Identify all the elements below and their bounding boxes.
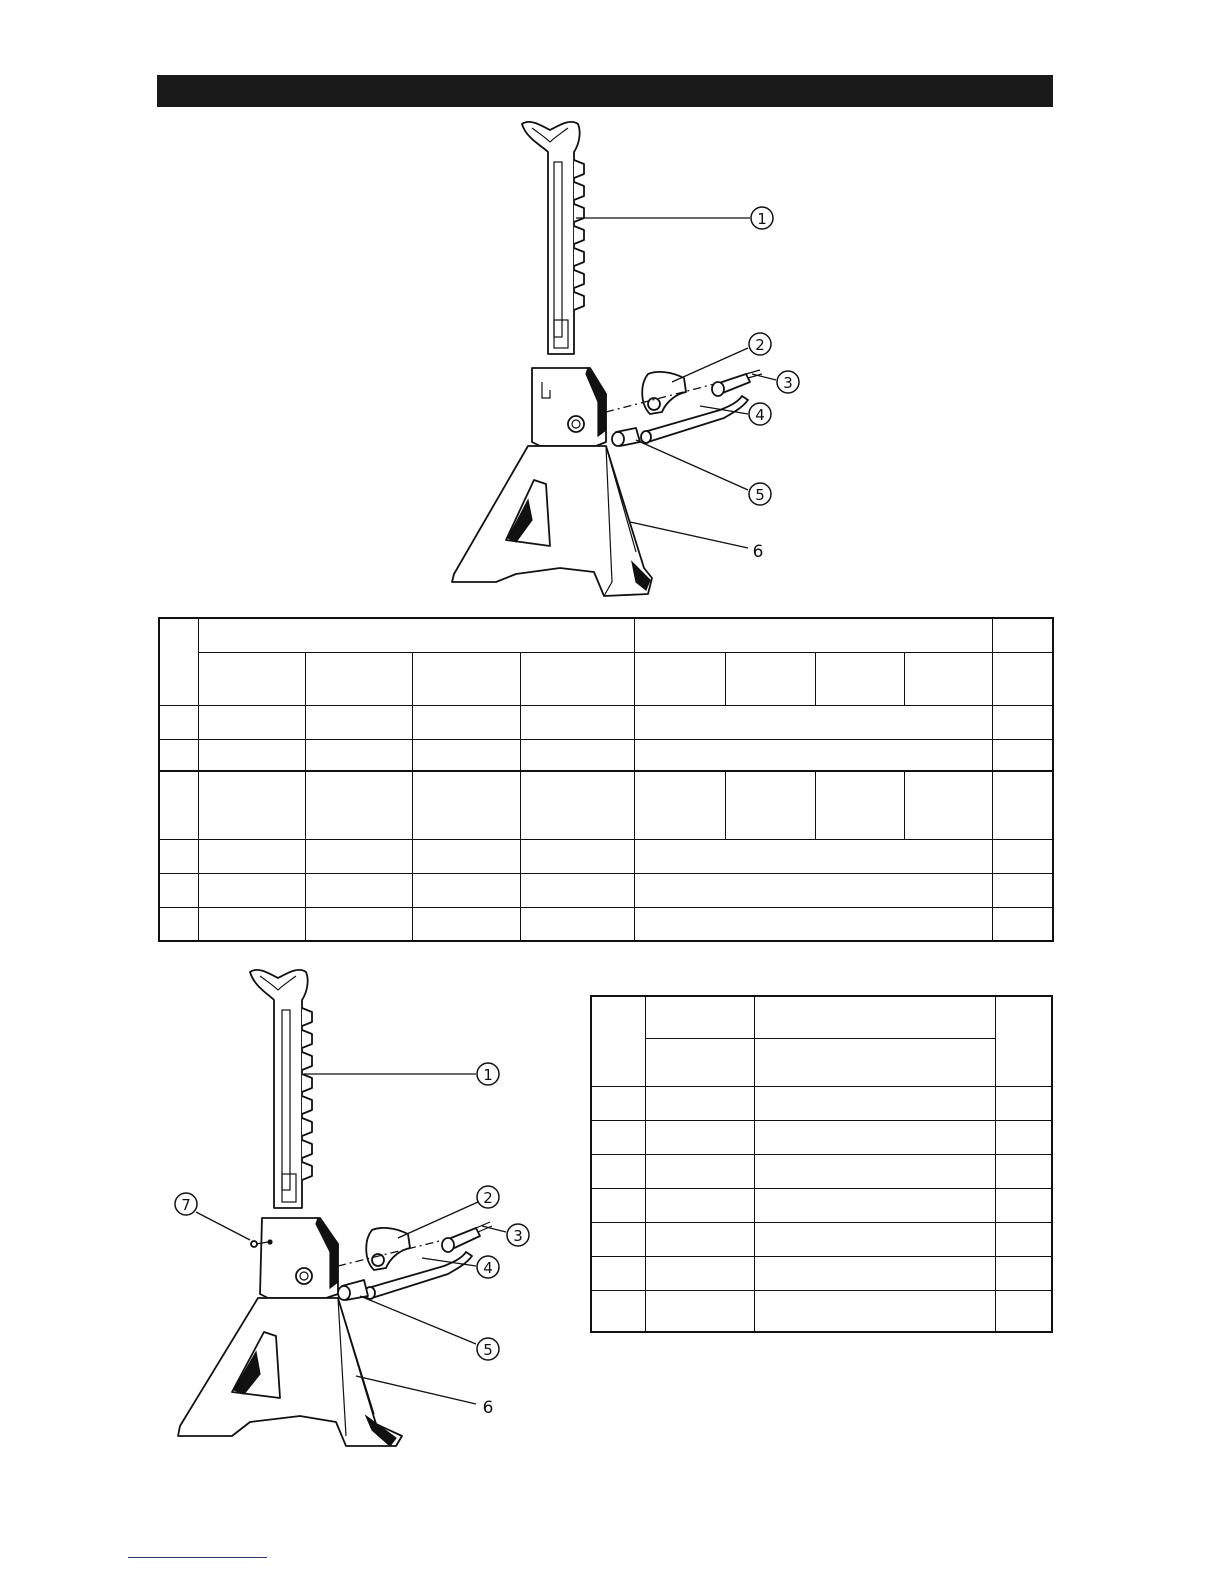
- table-cell: [199, 652, 306, 705]
- callout-4: [749, 403, 771, 425]
- table-cell: [591, 1290, 646, 1332]
- table-cell: [159, 839, 199, 873]
- svg-text:1: 1: [757, 210, 767, 228]
- svg-text:4: 4: [755, 406, 765, 424]
- table-cell: [646, 1256, 755, 1290]
- table-cell: [646, 1188, 755, 1222]
- table-cell: [306, 705, 413, 739]
- table-cell: [306, 771, 413, 839]
- table-cell: [754, 1154, 995, 1188]
- table-row: [159, 652, 1053, 705]
- table-cell: [995, 1256, 1052, 1290]
- table-cell: [199, 705, 306, 739]
- svg-text:5: 5: [755, 486, 765, 504]
- table-cell: [992, 705, 1053, 739]
- table-cell: [635, 652, 726, 705]
- table-row: [591, 1290, 1052, 1332]
- table-cell: [635, 739, 992, 771]
- callout-2: [477, 1186, 499, 1208]
- table-cell: [754, 1120, 995, 1154]
- table-row: [591, 1038, 1052, 1086]
- table-cell: [635, 771, 726, 839]
- callout-4: [477, 1256, 499, 1278]
- table-row: [591, 1086, 1052, 1120]
- table-row: [159, 873, 1053, 907]
- table-cell: [159, 771, 199, 839]
- label-6: 6: [482, 1398, 494, 1418]
- table-cell: [646, 1120, 755, 1154]
- table-row: [159, 771, 1053, 839]
- table-row: [591, 1188, 1052, 1222]
- table-cell: [159, 705, 199, 739]
- table-cell: [412, 739, 520, 771]
- svg-text:1: 1: [483, 1066, 493, 1084]
- pawl-part: [366, 1228, 410, 1270]
- table-cell: [635, 705, 992, 739]
- table-cell: [992, 771, 1053, 839]
- table-cell: [199, 771, 306, 839]
- table-cell: [995, 1086, 1052, 1120]
- table-cell: [412, 771, 520, 839]
- table-cell: [635, 839, 992, 873]
- table-cell: [635, 618, 992, 652]
- table-cell: [635, 873, 992, 907]
- table-cell: [159, 739, 199, 771]
- table-row: [159, 839, 1053, 873]
- table-cell: [306, 873, 413, 907]
- table-row: [591, 996, 1052, 1038]
- table-cell: [815, 771, 904, 839]
- table-cell: [159, 618, 199, 705]
- callout-1: [751, 207, 773, 229]
- table-cell: [754, 1038, 995, 1086]
- table-row: [591, 1120, 1052, 1154]
- table-cell: [992, 907, 1053, 941]
- table-row: [159, 705, 1053, 739]
- table-cell: [199, 907, 306, 941]
- table-cell: [306, 907, 413, 941]
- table-cell: [520, 907, 635, 941]
- lever-and-pin-parts: [338, 1222, 492, 1300]
- table-cell: [520, 705, 635, 739]
- stand-base-part: [452, 368, 652, 596]
- table-cell: [992, 618, 1053, 652]
- table-cell: [754, 996, 995, 1038]
- callout-3: [507, 1224, 529, 1246]
- table-cell: [995, 1188, 1052, 1222]
- svg-text:4: 4: [483, 1259, 493, 1277]
- table-cell: [992, 652, 1053, 705]
- table-cell: [815, 652, 904, 705]
- table-cell: [995, 996, 1052, 1086]
- table-cell: [199, 873, 306, 907]
- table-cell: [159, 873, 199, 907]
- table-cell: [754, 1222, 995, 1256]
- table-row: [159, 618, 1053, 652]
- table-cell: [412, 839, 520, 873]
- jack-stand-diagram-bottom: [160, 960, 530, 1450]
- table-cell: [520, 652, 635, 705]
- table-cell: [726, 771, 816, 839]
- table-cell: [412, 873, 520, 907]
- svg-text:2: 2: [755, 336, 765, 354]
- table-cell: [992, 839, 1053, 873]
- table-cell: [992, 739, 1053, 771]
- spec-table: [158, 617, 1054, 942]
- table-cell: [306, 839, 413, 873]
- svg-text:3: 3: [783, 374, 793, 392]
- table-cell: [591, 1222, 646, 1256]
- table-cell: [754, 1290, 995, 1332]
- table-cell: [412, 907, 520, 941]
- table-cell: [199, 618, 635, 652]
- table-cell: [591, 1154, 646, 1188]
- table-row: [591, 1154, 1052, 1188]
- svg-text:2: 2: [483, 1189, 493, 1207]
- callout-5: [749, 483, 771, 505]
- table-cell: [520, 739, 635, 771]
- table-cell: [646, 1038, 755, 1086]
- table-cell: [754, 1256, 995, 1290]
- table-row: [591, 1256, 1052, 1290]
- table-cell: [646, 996, 755, 1038]
- callout-1: [477, 1063, 499, 1085]
- table-cell: [412, 705, 520, 739]
- table-cell: [995, 1154, 1052, 1188]
- ratchet-bar-part: [250, 970, 312, 1208]
- table-cell: [520, 771, 635, 839]
- table-cell: [591, 996, 646, 1086]
- table-cell: [591, 1188, 646, 1222]
- table-cell: [635, 907, 992, 941]
- table-cell: [904, 771, 992, 839]
- label-6: 6: [752, 542, 764, 562]
- table-cell: [646, 1290, 755, 1332]
- table-cell: [520, 839, 635, 873]
- table-cell: [199, 739, 306, 771]
- table-row: [159, 739, 1053, 771]
- svg-text:7: 7: [181, 1196, 191, 1214]
- svg-text:3: 3: [513, 1227, 523, 1245]
- table-cell: [412, 652, 520, 705]
- table-cell: [159, 907, 199, 941]
- table-cell: [520, 873, 635, 907]
- table-cell: [591, 1086, 646, 1120]
- table-cell: [646, 1086, 755, 1120]
- table-cell: [995, 1222, 1052, 1256]
- table-cell: [904, 652, 992, 705]
- table-row: [591, 1222, 1052, 1256]
- ratchet-bar-part: [522, 122, 584, 354]
- table-cell: [306, 652, 413, 705]
- table-cell: [306, 739, 413, 771]
- callout-5: [477, 1338, 499, 1360]
- parts-table: [590, 995, 1053, 1333]
- table-cell: [199, 839, 306, 873]
- table-cell: [726, 652, 816, 705]
- table-cell: [754, 1086, 995, 1120]
- table-cell: [646, 1154, 755, 1188]
- svg-text:5: 5: [483, 1341, 493, 1359]
- callout-3: [777, 371, 799, 393]
- section-header-bar: [157, 75, 1053, 107]
- table-cell: [591, 1120, 646, 1154]
- table-cell: [995, 1120, 1052, 1154]
- table-cell: [754, 1188, 995, 1222]
- jack-stand-diagram-top: [430, 112, 810, 602]
- table-cell: [995, 1290, 1052, 1332]
- footer-link-underline: [128, 1557, 267, 1558]
- callout-2: [749, 333, 771, 355]
- table-row: [159, 907, 1053, 941]
- table-cell: [992, 873, 1053, 907]
- callout-7: [175, 1193, 197, 1215]
- table-cell: [646, 1222, 755, 1256]
- table-cell: [591, 1256, 646, 1290]
